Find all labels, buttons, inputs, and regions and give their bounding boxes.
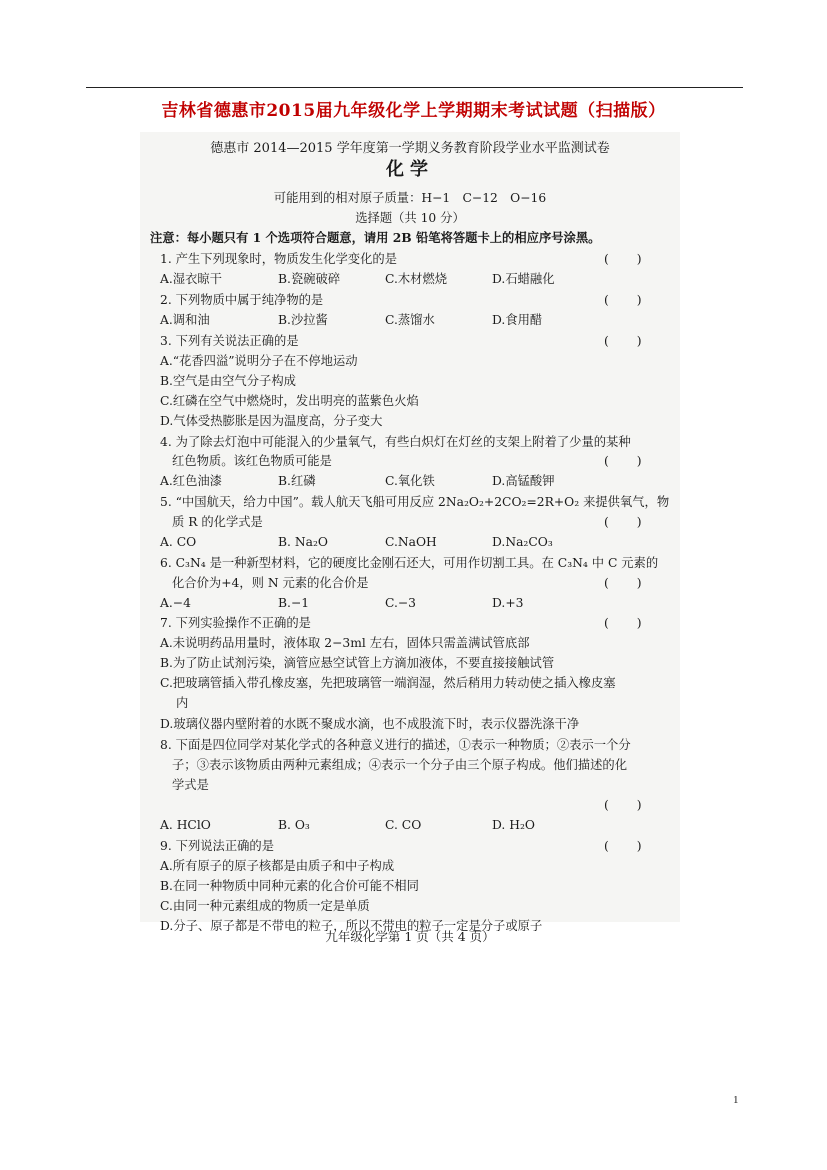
option: A.−4	[160, 596, 191, 610]
option: C.蒸馏水	[385, 313, 435, 327]
option: D.石蜡融化	[492, 272, 555, 286]
question-4-stem: 4. 为了除去灯泡中可能混入的少量氧气，有些白炽灯在灯丝的支架上附着了少量的某种	[160, 435, 631, 449]
option: D.高锰酸钾	[492, 474, 555, 488]
option: D.玻璃仪器内壁附着的水既不聚成水滴，也不成股流下时，表示仪器洗涤干净	[160, 717, 580, 731]
option: A. CO	[160, 535, 197, 549]
option: B.空气是由空气分子构成	[160, 374, 296, 388]
option: B. O₃	[278, 818, 310, 832]
instruction-note: 注意：每小题只有 1 个选项符合题意，请用 2B 铅笔将答题卡上的相应序号涂黑。	[150, 230, 601, 245]
exam-header: 德惠市 2014—2015 学年度第一学期义务教育阶段学业水平监测试卷	[210, 141, 610, 156]
section-title: 选择题（共 10 分）	[355, 211, 465, 225]
option: B.红磷	[278, 474, 316, 488]
option-cont: 内	[176, 696, 189, 710]
question-1-stem: 1. 产生下列现象时，物质发生化学变化的是	[160, 252, 397, 266]
option: D.+3	[492, 596, 524, 610]
option: A.湿衣晾干	[160, 272, 222, 286]
document-title: 吉林省德惠市2015届九年级化学上学期期末考试试题（扫描版）	[161, 101, 666, 121]
question-9-stem: 9. 下列说法正确的是	[160, 839, 275, 853]
answer-blank: ()	[604, 334, 670, 348]
exam-page-footer: 九年级化学第 1 页（共 4 页）	[325, 929, 495, 944]
subject-title: 化学	[386, 159, 434, 180]
question-8-stem-cont: 学式是	[172, 778, 209, 792]
question-8-stem: 8. 下面是四位同学对某化学式的各种意义进行的描述，①表示一种物质；②表示一个分	[160, 738, 631, 752]
question-5-stem: 5. “中国航天，给力中国”。载人航天飞船可用反应 2Na₂O₂+2CO₂=2R+O₂ 来提供氧气，物	[160, 495, 670, 509]
option: A.“花香四溢”说明分子在不停地运动	[160, 354, 358, 368]
option: D.Na₂CO₃	[492, 535, 553, 549]
answer-blank: ()	[604, 839, 670, 853]
option: A.所有原子的原子核都是由质子和中子构成	[160, 859, 395, 873]
question-7-stem: 7. 下列实验操作不正确的是	[160, 616, 311, 630]
question-3-stem: 3. 下列有关说法正确的是	[160, 334, 299, 348]
question-4-stem-cont: 红色物质。该红色物质可能是	[172, 454, 332, 468]
option: C.−3	[385, 596, 417, 610]
option: D.气体受热膨胀是因为温度高，分子变大	[160, 414, 383, 428]
option: A.调和油	[160, 313, 210, 327]
answer-blank: ()	[604, 252, 670, 266]
answer-blank: ()	[604, 293, 670, 307]
option: C.红磷在空气中燃烧时，发出明亮的蓝紫色火焰	[160, 394, 419, 408]
option: C.氧化铁	[385, 474, 435, 488]
question-8-stem-cont: 子；③表示该物质由两种元素组成；④表示一个分子由三个原子构成。他们描述的化	[172, 758, 627, 772]
option: C.NaOH	[385, 535, 437, 549]
option: C.由同一种元素组成的物质一定是单质	[160, 899, 370, 913]
question-5-stem-cont: 质 R 的化学式是	[172, 515, 263, 529]
page-number: 1	[733, 1094, 739, 1106]
header-rule	[86, 87, 743, 88]
option: C.木材燃烧	[385, 272, 448, 286]
option: B. Na₂O	[278, 535, 328, 549]
option: A. HClO	[160, 818, 211, 832]
option: D.分子、原子都是不带电的粒子，所以不带电的粒子一定是分子或原子	[160, 919, 543, 933]
question-6-stem-cont: 化合价为+4，则 N 元素的化合价是	[172, 576, 369, 590]
answer-blank: ()	[604, 798, 670, 812]
option: C.把玻璃管插入带孔橡皮塞，先把玻璃管一端润湿，然后稍用力转动使之插入橡皮塞	[160, 676, 616, 690]
option: B.为了防止试剂污染，滴管应悬空试管上方滴加液体，不要直接接触试管	[160, 656, 555, 670]
option: B.瓷碗破碎	[278, 272, 341, 286]
question-6-stem: 6. C₃N₄ 是一种新型材料，它的硬度比金刚石还大，可用作切割工具。在 C₃N₄ 中 C 元素的	[160, 556, 659, 570]
answer-blank: ()	[604, 454, 670, 468]
option: B.在同一种物质中同种元素的化合价可能不相同	[160, 879, 419, 893]
option: C. CO	[385, 818, 422, 832]
answer-blank: ()	[604, 616, 670, 630]
option: D. H₂O	[492, 818, 535, 832]
option: D.食用醋	[492, 313, 543, 327]
answer-blank: ()	[604, 515, 670, 529]
answer-blank: ()	[604, 576, 670, 590]
option: A.未说明药品用量时，液体取 2−3ml 左右，固体只需盖满试管底部	[160, 636, 530, 650]
option: B.−1	[278, 596, 310, 610]
option: A.红色油漆	[160, 474, 222, 488]
atomic-mass-note: 可能用到的相对原子质量：H−1 C−12 O−16	[273, 191, 547, 205]
option: B.沙拉酱	[278, 313, 328, 327]
question-2-stem: 2. 下列物质中属于纯净物的是	[160, 293, 324, 307]
